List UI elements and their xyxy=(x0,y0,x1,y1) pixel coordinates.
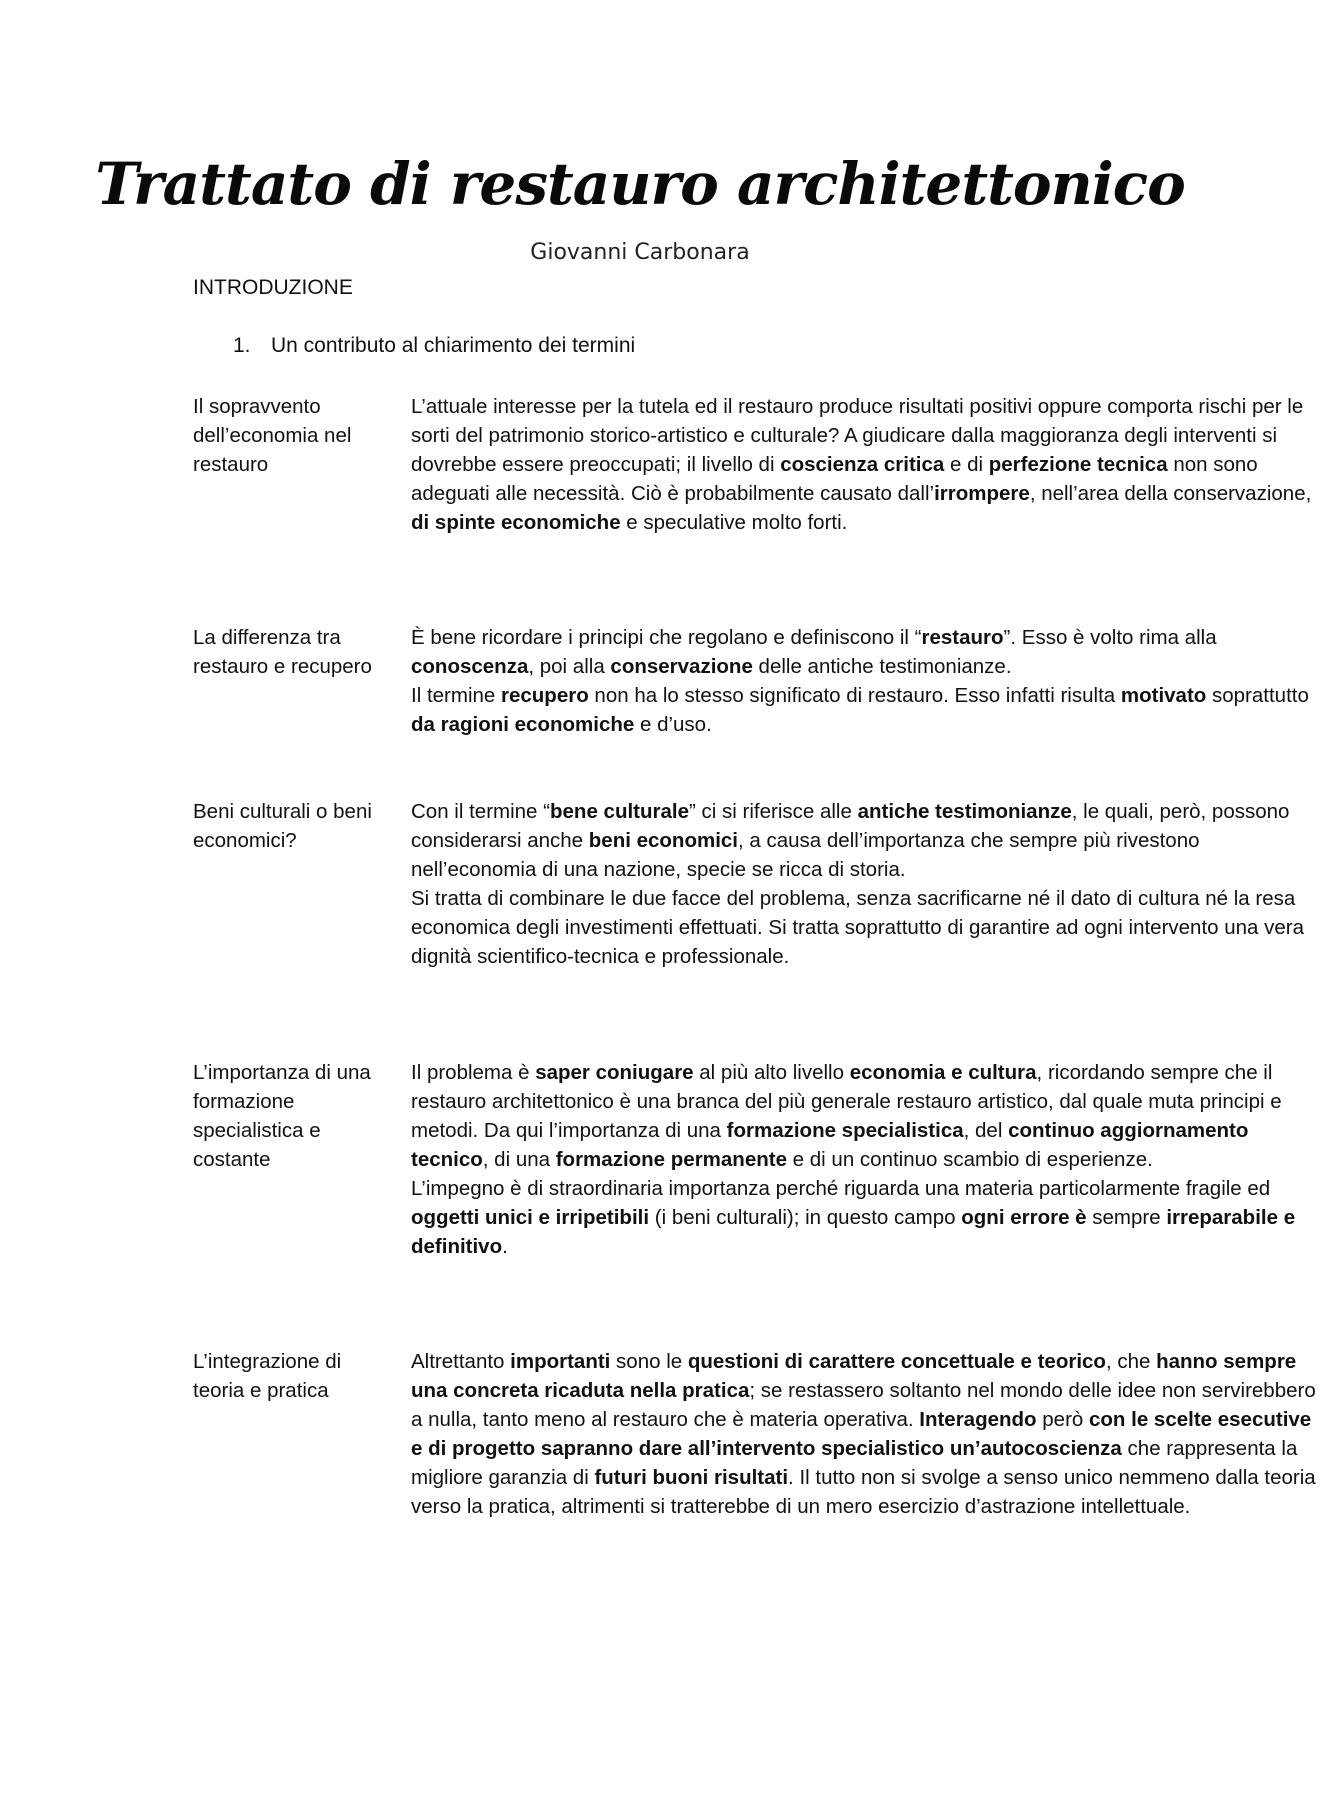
text-run: Con il termine “ xyxy=(411,800,550,823)
subsection-number: 1. xyxy=(233,334,251,357)
text-run: ”. Esso è volto rima alla xyxy=(1003,626,1217,649)
bold-text: perfezione tecnica xyxy=(988,453,1168,476)
text-run: . xyxy=(502,1235,508,1258)
section-heading: INTRODUZIONE xyxy=(193,276,353,299)
text-run: Il termine xyxy=(411,684,501,707)
text-run: , a causa dell’importanza che sempre più rivestono nell’economia di una nazione, specie se ricca di storia. xyxy=(411,829,1200,881)
text-run: delle antiche testimonianze. xyxy=(752,655,1012,678)
bold-text: ogni errore è xyxy=(961,1206,1087,1229)
text-run: Altrettanto xyxy=(411,1350,511,1373)
text-run: (i beni culturali); in questo campo xyxy=(649,1206,962,1229)
text-run: però xyxy=(1036,1408,1089,1431)
text-run: non ha lo stesso significato di restauro. Esso infatti risulta xyxy=(588,684,1121,707)
paragraph xyxy=(411,797,1323,884)
text-run: ; se restassero soltanto nel mondo delle idee non servirebbero a nulla, tanto meno al restauro che è materia operativa. xyxy=(411,1379,1316,1431)
text-run: L’attuale interesse per la tutela ed il restauro produce risultati positivi oppure comporta rischi per le sorti del patrimonio storico-artistico e culturale? A giudicare dalla maggioranza degli interventi si dovrebbe essere preoccupati; il livello di xyxy=(411,395,1304,476)
bold-text: coscienza critica xyxy=(780,453,945,476)
text-run: , che xyxy=(1105,1350,1157,1373)
row-body xyxy=(411,392,1323,537)
text-run: , nell’area della conservazione, xyxy=(1029,482,1312,505)
bold-text: economia e cultura xyxy=(849,1061,1037,1084)
row-body xyxy=(411,623,1323,739)
text-run: . Il tutto non si svolge a senso unico nemmeno dalla teoria verso la pratica, altrimenti si tratterebbe di un mero esercizio d’astrazione intellettuale. xyxy=(411,1466,1316,1518)
text-run: e speculative molto forti. xyxy=(620,511,848,534)
text-run: ” ci si riferisce alle xyxy=(689,800,858,823)
bold-text: da ragioni economiche xyxy=(411,713,635,736)
paragraph xyxy=(411,623,1323,681)
document-title: Trattato di restauro architettonico xyxy=(95,150,1185,218)
paragraph xyxy=(411,1058,1323,1174)
side-note: Il sopravvento dell’economia nel restauro xyxy=(193,395,352,476)
bold-text: formazione permanente xyxy=(555,1148,787,1171)
bold-text: saper coniugare xyxy=(535,1061,694,1084)
bold-text: importanti xyxy=(510,1350,611,1373)
paragraph xyxy=(411,681,1323,739)
paragraph xyxy=(411,1347,1323,1521)
text-run: e di xyxy=(944,453,989,476)
text-run: soprattutto xyxy=(1206,684,1309,707)
bold-text: Interagendo xyxy=(919,1408,1037,1431)
text-run: e di un continuo scambio di esperienze. xyxy=(786,1148,1153,1171)
subsection-title: Un contributo al chiarimento dei termini xyxy=(271,334,636,357)
text-run: sempre xyxy=(1086,1206,1167,1229)
bold-text: con le scelte esecutive e di progetto sapranno dare all’intervento specialistico un’autocoscienza xyxy=(411,1408,1312,1460)
bold-text: di spinte economiche xyxy=(411,511,621,534)
text-run: , di una xyxy=(482,1148,556,1171)
text-run: al più alto livello xyxy=(693,1061,850,1084)
subsection-heading xyxy=(233,334,635,358)
bold-text: continuo aggiornamento tecnico xyxy=(411,1119,1249,1171)
text-run: sono le xyxy=(610,1350,688,1373)
side-note: Beni culturali o beni economici? xyxy=(193,800,372,852)
bold-text: conservazione xyxy=(610,655,753,678)
document-author: Giovanni Carbonara xyxy=(530,240,750,265)
bold-text: questioni di carattere concettuale e teorico xyxy=(687,1350,1106,1373)
text-run: e d’uso. xyxy=(634,713,712,736)
paragraph xyxy=(411,392,1323,537)
side-note: L’integrazione di teoria e pratica xyxy=(193,1350,342,1402)
row-body xyxy=(411,1347,1323,1521)
paragraph xyxy=(411,1174,1323,1261)
text-run: Si tratta di combinare le due facce del problema, senza sacrificarne né il dato di cultura né la resa economica degli investimenti effettuati. Si tratta soprattutto di garantire ad ogni intervento una vera dignità scientifico-tecnica e professionale. xyxy=(411,887,1305,968)
text-run: , ricordando sempre che il restauro architettonico è una branca del più generale restauro artistico, dal quale muta principi e metodi. Da qui l’importanza di una xyxy=(411,1061,1282,1142)
bold-text: antiche testimonianze xyxy=(857,800,1072,823)
text-run: non sono adeguati alle necessità. Ciò è probabilmente causato dall’ xyxy=(411,453,1258,505)
bold-text: restauro xyxy=(921,626,1004,649)
bold-text: conoscenza xyxy=(411,655,529,678)
bold-text: irreparabile e definitivo xyxy=(411,1206,1296,1258)
text-run: L’impegno è di straordinaria importanza perché riguarda una materia particolarmente fragile ed xyxy=(411,1177,1271,1200)
row-body xyxy=(411,1058,1323,1261)
text-run: , le quali, però, possono considerarsi anche xyxy=(411,800,1290,852)
side-note: L’importanza di una formazione specialistica e costante xyxy=(193,1061,371,1171)
bold-text: beni economici xyxy=(588,829,738,852)
bold-text: bene culturale xyxy=(550,800,689,823)
bold-text: formazione specialistica xyxy=(726,1119,964,1142)
bold-text: irrompere xyxy=(934,482,1030,505)
side-note: La differenza tra restauro e recupero xyxy=(193,626,372,678)
text-run: che rappresenta la migliore garanzia di xyxy=(411,1437,1298,1489)
bold-text: recupero xyxy=(501,684,589,707)
row-body xyxy=(411,797,1323,971)
bold-text: motivato xyxy=(1120,684,1207,707)
bold-text: futuri buoni risultati xyxy=(594,1466,789,1489)
paragraph xyxy=(411,884,1323,971)
text-run: , del xyxy=(963,1119,1009,1142)
bold-text: hanno sempre una concreta ricaduta nella pratica xyxy=(411,1350,1297,1402)
text-run: Il problema è xyxy=(411,1061,536,1084)
text-run: È bene ricordare i principi che regolano e definiscono il “ xyxy=(411,626,922,649)
text-run: , poi alla xyxy=(528,655,611,678)
bold-text: oggetti unici e irripetibili xyxy=(411,1206,650,1229)
